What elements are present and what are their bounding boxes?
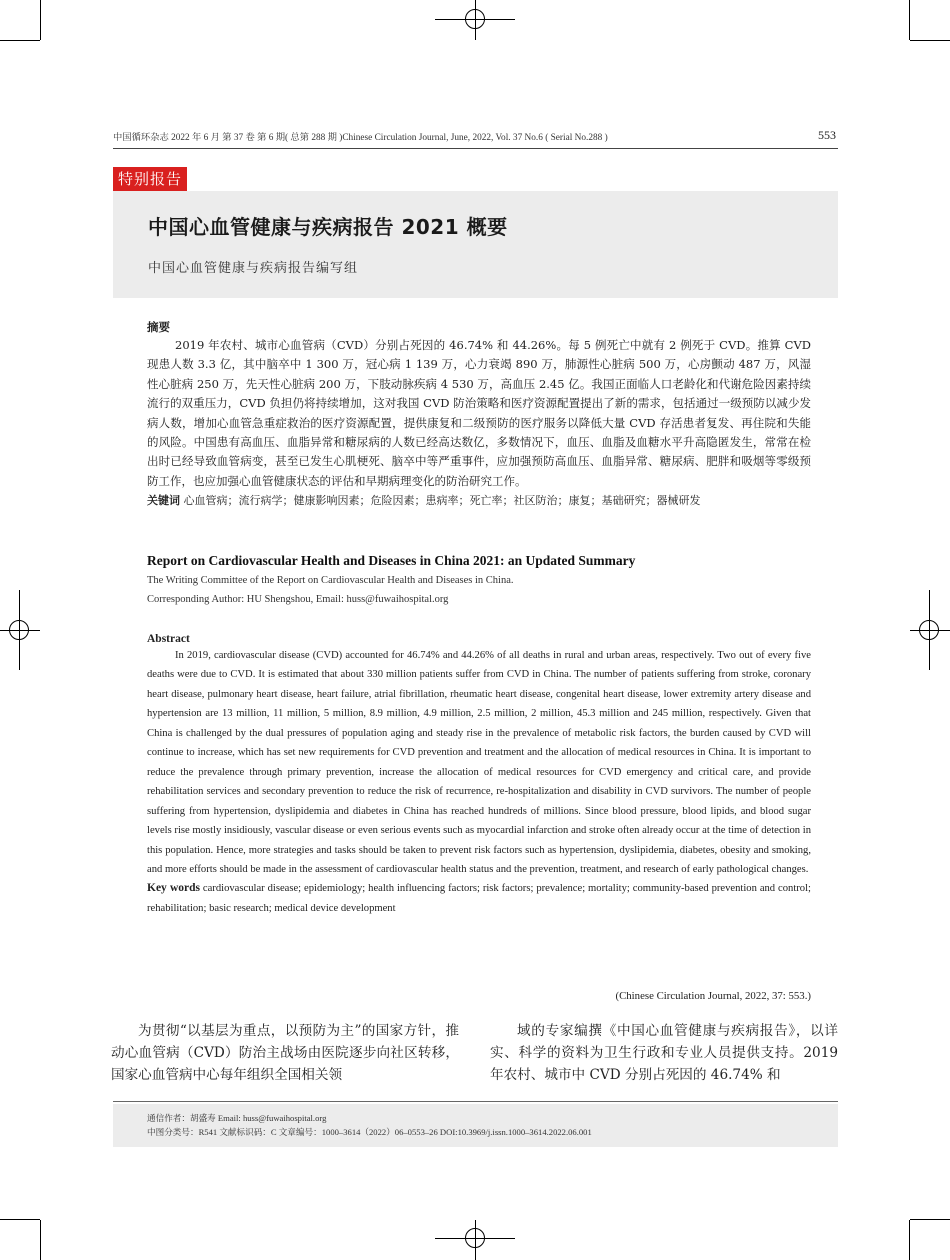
keywords-en [147, 879, 811, 918]
abstract-cn-heading: 摘要 [147, 320, 170, 334]
footer-classification: 中图分类号：R541 文献标识码：C 文章编号：1000–3614（2022）06–0553–26 DOI:10.3969/j.issn.1000–3614.2022.06.001 [147, 1127, 592, 1137]
english-header [147, 553, 811, 608]
abstract-en-body: In 2019, cardiovascular disease (CVD) accounted for 46.74% and 44.26% of all deaths in rural and urban areas, respectively. Two out of every five deaths were due to CVD. It is estimated that about 330 million patients suffer from CVD in China. The number of patients suffering from stroke, coronary heart disease, pulmonary heart disease, heart failure, atrial fibrillation, rheumatic heart disease, congenital heart disease, lower extremity artery disease and hypertension are 13 million, 11 million, 5 million, 8.9 million, 4.9 million, 2.5 million, 2 million, 45.3 million and 245 million, respectively. Given that China is challenged by the dual pressures of population aging and steady rise in the prevalence of metabolic risk factors, the burden caused by CVD will continue to increase, which has set new requirements for CVD prevention and treatment and the allocation of medical resources in China. It is important to reduce the prevalence through primary prevention, increase the allocation of medical resources for CVD emergency and critical care, and provide rehabilitation services and secondary prevention to reduce the risk of recurrence, re-hospitalization and disability in CVD survivors. The number of people suffering from hypertension, dyslipidemia and diabetes in China has reached hundreds of millions. Since blood pressure, blood lipids, and blood sugar levels rise mostly insidiously, vascular disease or even serious events such as myocardial infarction and stroke often already occur at the time of detection in this population. Hence, more strategies and tasks should be taken to prevent risk factors such as hypertension, dyslipidemia, diabetes, obesity and smoking, and more efforts should be made in the assessment of cardiovascular health status and the prevention, treatment, and research of early pathological changes. [147, 650, 811, 875]
article-title-en: Report on Cardiovascular Health and Diseases in China 2021: an Updated Summary [147, 553, 636, 568]
footer-rule [113, 1101, 838, 1102]
page-number: 553 [818, 128, 836, 142]
keywords-en-text: cardiovascular disease; epidemiology; health influencing factors; risk factors; prevalence; mortality; community-based prevention and control; rehabilitation; basic research; medical device development [147, 883, 811, 914]
abstract-cn [147, 319, 811, 510]
keywords-cn-text: 心血管病；流行病学；健康影响因素；危险因素；患病率；死亡率；社区防治；康复；基础研究；器械研发 [183, 494, 701, 508]
abstract-en-heading: Abstract [147, 633, 190, 645]
keywords-en-label: Key words [147, 882, 200, 895]
committee-en: The Writing Committee of the Report on Cardiovascular Health and Diseases in China. [147, 575, 514, 586]
abstract-en [147, 633, 811, 918]
title-box [113, 191, 838, 298]
article-title-cn: 中国心血管健康与疾病报告 2021 概要 [148, 215, 508, 239]
section-badge: 特别报告 [113, 167, 187, 191]
body-column-left: 为贯彻“以基层为重点，以预防为主”的国家方针，推动心血管病（CVD）防治主战场由医院逐步向社区转移，国家心血管病中心每年组织全国相关领 [111, 1023, 459, 1083]
journal-header: 中国循环杂志 2022 年 6 月 第 37 卷 第 6 期( 总第 288 期 )Chinese Circulation Journal, June, 2022, Vol. 37 No.6 ( Serial No.288 ) [113, 133, 608, 143]
authors-cn: 中国心血管健康与疾病报告编写组 [148, 261, 359, 276]
keywords-cn [147, 492, 811, 510]
corresponding-author-en: Corresponding Author: HU Shengshou, Email: huss@fuwaihospital.org [147, 594, 449, 605]
abstract-cn-body: 2019 年农村、城市心血管病（CVD）分别占死因的 46.74% 和 44.26%。每 5 例死亡中就有 2 例死于 CVD。推算 CVD 现患人数 3.3 亿，其中脑卒中 1 300 万，冠心病 1 139 万，心力衰竭 890 万，肺源性心脏病 500 万，心房颤动 487 万，风湿性心脏病 250 万，先天性心脏病 200 万，下肢动脉疾病 4 530 万，高血压 2.45 亿。我国正面临人口老龄化和代谢危险因素持续流行的双重压力，CVD 负担仍将持续增加，这对我国 CVD 防治策略和医疗资源配置提出了新的需求，包括通过一级预防以减少发病人数，增加心血管急重症救治的医疗资源配置，提供康复和二级预防的医疗服务以降低大量 CVD 存活患者复发、再住院和失能的风险。中国患有高血压、血脂异常和糖尿病的人数已经高达数亿，多数情况下，血压、血脂及血糖水平升高隐匿发生，常常在检出时已经导致血管病变，甚至已发生心肌梗死、脑卒中等严重事件，应加强预防高血压、血脂异常、糖尿病、肥胖和吸烟等零级预防工作，也应加强心血管健康状态的评估和早期病理变化的防治研究工作。 [147, 338, 811, 488]
header-rule [113, 148, 838, 149]
citation: (Chinese Circulation Journal, 2022, 37: 553.) [615, 990, 811, 1002]
body-column-right: 域的专家编撰《中国心血管健康与疾病报告》，以详实、科学的资料为卫生行政和专业人员提供支持。2019 年农村、城市中 CVD 分别占死因的 46.74% 和 [490, 1023, 838, 1083]
keywords-cn-label: 关键词 [147, 494, 180, 508]
footer-correspondence: 通信作者：胡盛寿 Email: huss@fuwaihospital.org [147, 1113, 327, 1123]
